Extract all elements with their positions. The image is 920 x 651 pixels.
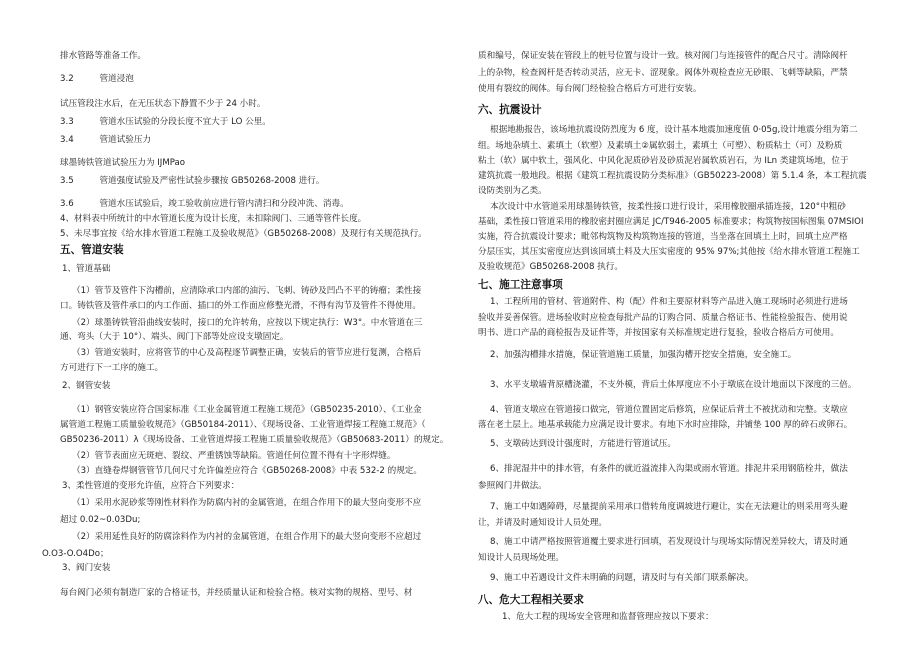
text-line: 基础，柔性接口管道采用的橡胶密封圈应满足 JC/T946-2005 标准要求；构筑物按国标图集 07MSIOI (478, 217, 864, 227)
text-line: 让，并请及时通知设计人员处理。 (478, 518, 607, 528)
text-line: 属管道工程施工质量验收规范》（GB50184-2011）、《现场设备、工业管道焊接工程施工规范》（ (60, 420, 426, 430)
text-line: 建筑抗震一般地段。根据《建筑工程抗震设防分类标准》（GB50223-2008）第 5.1.4 条，本工程抗震 (478, 171, 867, 181)
text-line: （2）采用延性良好的防腐涂料作为内衬的金属管道，在组合作用下的最大竖向变形不应超过 (72, 532, 422, 542)
text-line: 4、材料表中所统计的中水管道长度为设计长度，未扣除阀门、三通等管件长度。 (60, 214, 367, 224)
subsection-heading: 3、阀门安装 (62, 563, 111, 573)
text-line: 4、管道支墩应在管道接口做完，管道位置固定后修筑，应保证后背土不被扰动和完整。支墩应 (490, 405, 848, 415)
text-line: 3、水平支墩墙背原槽浇灌，不支外模，背后土体厚度应不小于墩底在设计地面以下深度的三倍。 (490, 380, 857, 390)
text-line: 验收并妥善保管。进场验收时应检查每批产品的订购合同、质量合格证书、性能检验报告、使用说 (478, 313, 848, 323)
section-heading: 3.4 管道试验压力 (60, 135, 152, 145)
text-line: 试压管段注水后，在无压状态下静置不少于 24 小时。 (60, 99, 266, 109)
text-line: （1）采用水泥砂浆等刚性材料作为防腐内衬的金属管道，在组合作用下的最大竖向变形不应 (72, 498, 422, 508)
section-heading-hazardous-works: 八、危大工程相关要求 (478, 594, 584, 606)
text-line: （2）管节表面应无斑疤、裂纹、严重锈蚀等缺陷。管道任何位置不得有十字形焊缝。 (72, 451, 396, 461)
text-line: 知设计人员现场处理。 (478, 553, 564, 563)
text-line: 根据地勘报告，该场地抗震设防烈度为 6 度，设计基本地震加速度值 0·05g,设计地震分组为第二 (490, 125, 858, 135)
text-line: 分层压实，其压实密度应达到该回填土料及大压实密度的 95% 97%;其他按《给水排水管道工程施工 (478, 247, 860, 257)
subsection-heading: 3、柔性管道的变形允许值，应符合下列要求： (62, 481, 240, 491)
text-line: （3）直缝卷焊钢管管节几何尺寸允许偏差应符合《GB50268-2008》中表 532-2 的规定。 (72, 466, 422, 476)
text-line: 每台阀门必须有制造厂家的合格证书，并经质量认证和检验合格。核对实物的规格、型号、材 (60, 588, 413, 598)
text-line: （1）钢管安装应符合国家标准《工业金属管道工程施工规范》（GB50235-2010）、《工业金 (72, 405, 422, 415)
text-line: 上的杂物，检查阀杆是否转动灵活，应无卡、涩现象。阀体外观检查应无砂眼、飞刺等缺陷，严禁 (478, 68, 848, 78)
text-line: 质和编号，保证安装在管段上的桩号位置与设计一致。核对阀门与连接管件的配合尺寸。清除阀杆 (478, 51, 848, 61)
text-line: 6、排泥湿井中的排水管，有条件的就近溢流排入沟渠或雨水管道。排泥井采用钢筋栓井，做法 (490, 464, 848, 474)
subsection-heading: 1、管道基础 (62, 264, 111, 274)
text-line: 明书、进口产品的商检报告及证件等，并按国家有关标准规定进行复验，验收合格后方可使用。 (478, 328, 839, 338)
text-line: 参照阀门井做法。 (478, 481, 547, 491)
text-line: （2）球墨铸铁管沿曲线安装时，接口的允许转角，应按以下规定执行：W3°。中水管道在三 (72, 318, 423, 328)
text-line: 设防类别为乙类。 (478, 186, 547, 196)
text-line: 5、支墩砖达到设计强度时，方能进行管道试压。 (490, 439, 676, 449)
text-line: 使用有裂纹的阀体。每台阀门经检验合格后方可进行安装。 (478, 84, 702, 94)
section-heading: 3.2 管道浸泡 (60, 74, 134, 84)
text-line: 9、施工中若遇设计文件未明确的问题，请及时与有关部门联系解决。 (490, 573, 754, 583)
text-line: （1）管节及管件下沟槽前，应清除承口内部的油污、飞刺、铸砂及凹凸不平的铸瘤；柔性接 (72, 286, 422, 296)
text-line: 3.3 管道水压试验的分段长度不宜大于 LO 公里。 (60, 117, 271, 127)
text-line: 8、施工中请严格按照管道覆土要求进行回填，若发现设计与现场实际情况差异较大，请及时通 (490, 537, 848, 547)
text-line: 方可进行下一工序的施工。 (60, 363, 164, 373)
text-line: 落在老土层上。地基承载能力应满足设计要求。有地下水时应排除，并铺垫 100 厚的碎石或卵石。 (478, 420, 853, 430)
text-line: 3.6 管道水压试验后，竣工验收前应进行管内清扫和分段冲洗、消毒。 (60, 199, 349, 209)
text-line: 排水管路等准备工作。 (60, 51, 146, 61)
text-line: GB50236-2011）λ《现场设备、工业管道焊接工程施工质量验收规范》（GB50683-2011）的规定。 (60, 435, 449, 445)
text-line: 2、加强沟槽排水措施，保证管道施工质量，加强沟槽开挖安全措施，安全施工。 (490, 350, 797, 360)
text-line: （3）管道安装时，应将管节的中心及高程逐节调整正确，安装后的管节应进行复测，合格后 (72, 348, 422, 358)
section-heading-construction-notes: 七、施工注意事项 (478, 279, 563, 291)
section-heading-pipe-installation: 五、管道安装 (60, 244, 124, 256)
text-line: 7、施工中如遇障碍，尽量提前采用承口借转角度调坡进行避让，实在无法避让的则采用弯头避 (490, 502, 848, 512)
text-line: 本次设计中水管道采用球墨铸铁管，按柔性接口进行设计，采用橡胶圈承插连接，120°中粗砂 (490, 202, 846, 212)
text-line: 5、未尽事宜按《给水排水管道工程施工及验收规范》（GB50268-2008）及现行有关规范执行。 (60, 229, 427, 239)
text-line: 球墨铸铁管道试验压力为 IJMPao (60, 158, 186, 168)
text-line: 组。场地杂填土、素填土（软塑）及素填土②属软弱土，素填土（可塑）、粉质粘土（可）及粉质 (478, 141, 843, 151)
text-line: 口。铸铁管及管件承口的内工作面、插口的外工作面应修整光滑，不得有沟节及管件不得使用。 (60, 301, 421, 311)
text-line: 及验收规范》GB50268-2008 执行。 (478, 262, 623, 272)
text-line: 通、弯头（大于 10°）、端头、阀门下部等处应设支墩固定。 (60, 332, 289, 342)
text-line: 1、危大工程的现场安全管理和监督管理应按以下要求： (502, 612, 714, 622)
text-line: 1、工程所用的管材、管道附件、构（配）件和主要原材料等产品进入施工现场时必须进行进场 (490, 297, 848, 307)
text-line: 3.5 管道强度试验及严密性试验步骤按 GB50268-2008 进行。 (60, 176, 325, 186)
text-line: 超过 0.02~0.03Du; (60, 515, 141, 525)
section-heading-seismic-design: 六、抗震设计 (478, 104, 542, 116)
subsection-heading: 2、钢管安装 (62, 381, 111, 391)
text-line: O.O3-O.O4Do； (42, 549, 109, 559)
text-line: 粘土（软）属中软土，强风化、中风化泥质砂岩及砂质泥岩属软质岩石，为 ILn 类建筑场地，位于 (478, 156, 849, 166)
text-line: 实施，符合抗震设计要求；毗邻构筑物及构筑物连接的管道，当坐落在回填土上时，回填土应严格 (478, 232, 848, 242)
